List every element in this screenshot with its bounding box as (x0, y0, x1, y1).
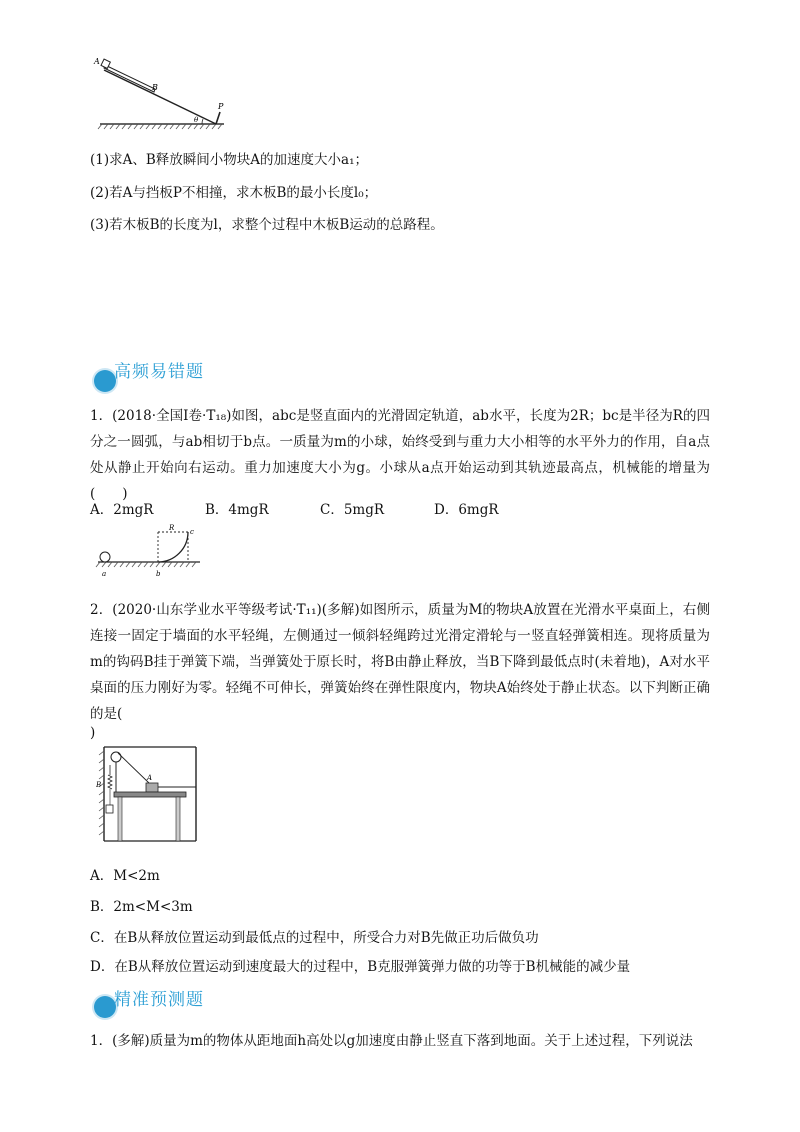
label-b: B (96, 781, 102, 789)
label-a: A (94, 57, 100, 66)
q1-option-b: B．4mgR (205, 502, 269, 518)
question-3-text: 1．(多解)质量为m的物体从距地面h高处以g加速度由静止竖直下落到地面。关于上述过程，下列说法 (90, 1033, 693, 1049)
label-b: b (156, 570, 161, 578)
q1-option-c: C．5mgR (320, 502, 385, 518)
label-r: R (169, 524, 175, 532)
q2-option-d: D．在B从释放位置运动到速度最大的过程中，B克服弹簧弹力做的功等于B机械能的减少量 (90, 959, 631, 975)
question-part-2: (2)若A与挡板P不相撞，求木板B的最小长度l₀； (90, 185, 378, 201)
q2-option-a: A．M<2m (90, 868, 160, 884)
q1-option-a: A．2mgR (90, 502, 154, 518)
label-p: P (218, 102, 224, 111)
label-theta: θ (194, 116, 199, 124)
pulley-figure (96, 745, 206, 845)
q2-option-c: C．在B从释放位置运动到最低点的过程中，所受合力对B先做正功后做负功 (90, 930, 539, 946)
question-2-text: 2．(2020·山东学业水平等级考试·T₁₁)(多解)如图所示，质量为M的物块A放置在光滑水平桌面上，右侧连接一固定于墙面的水平轻绳，左侧通过一倾斜轻绳跨过光滑定滑轮与一竖直轻弹簧相连。现将质量为m的钩码B挂于弹簧下端，当弹簧处于原长时，将B由静止释放，当B下降到最低点时(未着地)，A对水平桌面的压力刚好为零。轻绳不可伸长，弹簧始终在弹性限度内，物块A始终处于静止状态。以下判断正确的是( (90, 602, 710, 722)
section-title-precise-prediction: 精准预测题 (114, 990, 204, 1010)
question-part-3: (3)若木板B的长度为l，求整个过程中木板B运动的总路程。 (90, 217, 444, 233)
section-icon (94, 370, 116, 392)
label-c: c (190, 528, 194, 536)
q2-option-b: B．2m<M<3m (90, 899, 193, 915)
section-title-frequent-errors: 高频易错题 (114, 362, 204, 382)
question-2-text-end: ) (90, 725, 96, 741)
lightbulb-icon (94, 996, 116, 1018)
label-a: A (147, 774, 153, 782)
question-1-text: 1．(2018·全国Ⅰ卷·T₁₈)如图，abc是竖直面内的光滑固定轨道，ab水平，长度为2R；bc是半径为R的四分之一圆弧，与ab相切于b点。一质量为m的小球，始终受到与重力大小相等的水平外力的作用，自a点处从静止开始向右运动。重力加速度大小为g。小球从a点开始运动到其轨迹最高点，机械能的增量为( ) (90, 408, 710, 502)
q1-option-d: D．6mgR (434, 502, 499, 518)
label-a: a (102, 570, 107, 578)
label-b: B (152, 83, 158, 92)
incline-figure (92, 52, 232, 132)
track-figure (94, 522, 204, 580)
question-part-1: (1)求A、B释放瞬间小物块A的加速度大小a₁； (90, 152, 369, 168)
